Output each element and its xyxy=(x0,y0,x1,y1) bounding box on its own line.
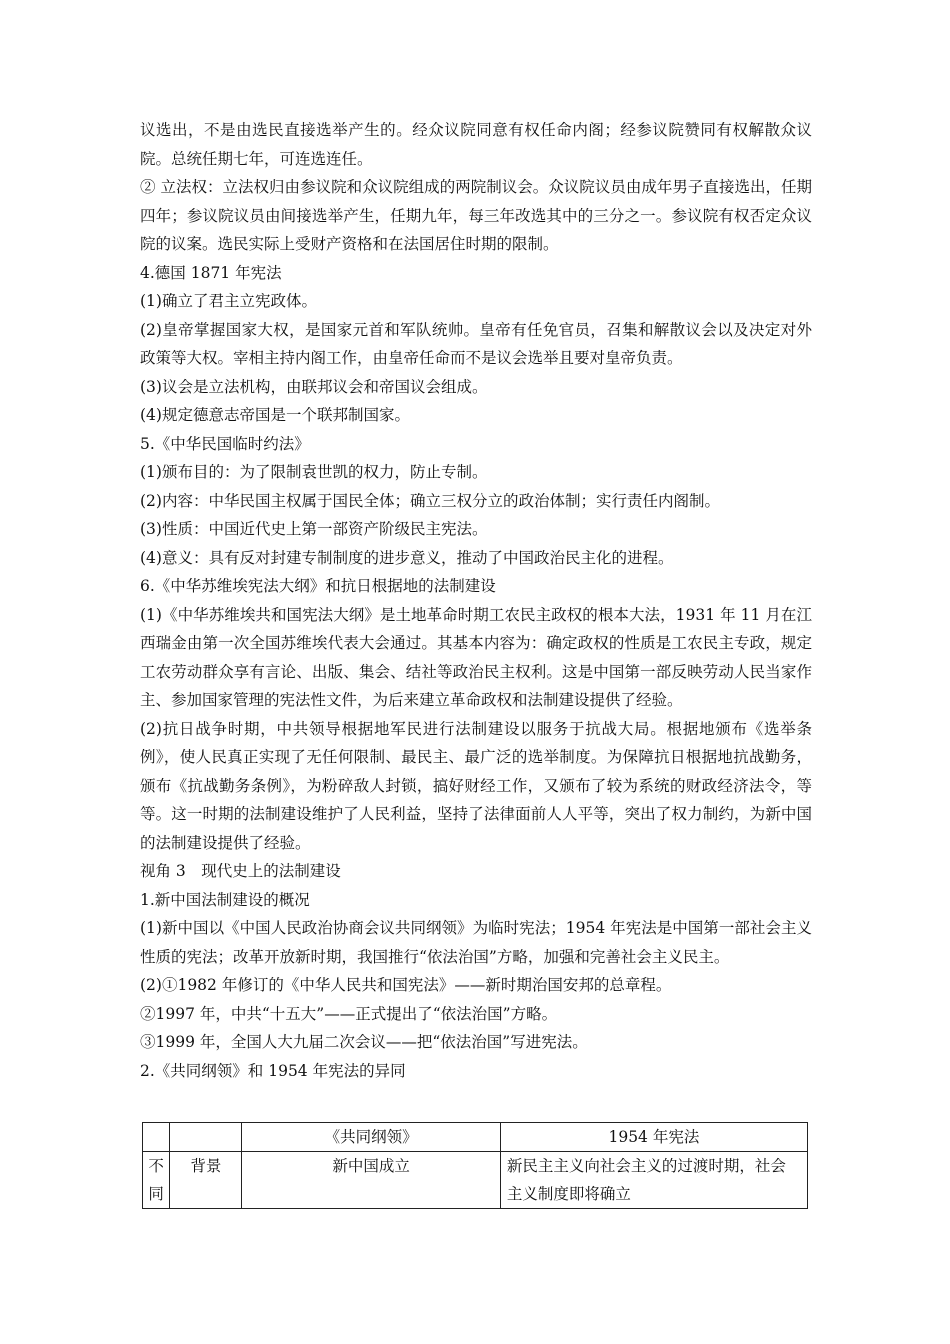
paragraph: (4)意义：具有反对封建专制制度的进步意义，推动了中国政治民主化的进程。 xyxy=(140,548,674,567)
paragraph: (2)①1982 年修订的《中华人民共和国宪法》——新时期治国安邦的总章程。 xyxy=(140,976,672,994)
paragraph: ② 立法权：立法权归由参议院和众议院组成的两院制议会。众议院议员由成年男子直接选出，任期四年；参议院议员由间接选举产生，任期九年，每三年改选其中的三分之一。参议院有权否定众议院的议案。选民实际上受财产资格和在法国居住时期的限制。 xyxy=(140,178,812,253)
paragraph: (2)内容：中华民国主权属于国民全体；确立三权分立的政治体制；实行责任内阁制。 xyxy=(140,491,720,510)
paragraph: (3)议会是立法机构，由联邦议会和帝国议会组成。 xyxy=(140,377,488,396)
header-cell xyxy=(170,1123,242,1152)
header-cell xyxy=(143,1123,170,1152)
paragraph: (2)皇帝掌握国家大权，是国家元首和军队统帅。皇帝有任免官员，召集和解散议会以及决定对外政策等大权。宰相主持内阁工作，由皇帝任命而不是议会选举且要对皇帝负责。 xyxy=(140,320,812,367)
paragraph: ③1999 年，全国人大九届二次会议——把“依法治国”写进宪法。 xyxy=(140,1033,588,1051)
comparison-table xyxy=(142,1122,808,1209)
paragraph: (2)抗日战争时期，中共领导根据地军民进行法制建设以服务于抗战大局。根据地颁布《选举条例》，使人民真正实现了无任何限制、最民主、最广泛的选举制度。为保障抗日根据地抗战勤务，颁布《抗战勤务条例》，为粉碎敌人封锁，搞好财经工作，又颁布了较为系统的财政经济法令，等等。这一时期的法制建设维护了人民利益，坚持了法律面前人人平等，突出了权力制约，为新中国的法制建设提供了经验。 xyxy=(140,719,812,852)
table-cell: 新中国成立 xyxy=(242,1152,500,1209)
section-heading: 1.新中国法制建设的概况 xyxy=(140,890,310,909)
paragraph: 议选出，不是由选民直接选举产生的。经众议院同意有权任命内阁；经参议院赞同有权解散众议院。总统任期七年，可连选连任。 xyxy=(140,121,812,168)
document-body xyxy=(140,116,812,1085)
row-group-cell: 不同 xyxy=(143,1152,170,1209)
table-cell: 新民主主义向社会主义的过渡时期，社会主义制度即将确立 xyxy=(500,1152,807,1209)
paragraph: (1)新中国以《中国人民政治协商会议共同纲领》为临时宪法；1954 年宪法是中国第一部社会主义性质的宪法；改革开放新时期，我国推行“依法治国”方略，加强和完善社会主义民主。 xyxy=(140,919,812,966)
paragraph: (1)确立了君主立宪政体。 xyxy=(140,292,317,310)
paragraph: ②1997 年，中共“十五大”——正式提出了“依法治国”方略。 xyxy=(140,1004,558,1023)
header-cell: 《共同纲领》 xyxy=(242,1123,500,1152)
section-heading: 6.《中华苏维埃宪法大纲》和抗日根据地的法制建设 xyxy=(140,577,496,595)
row-label-cell: 背景 xyxy=(170,1152,242,1209)
paragraph: (3)性质：中国近代史上第一部资产阶级民主宪法。 xyxy=(140,520,488,538)
section-heading: 2.《共同纲领》和 1954 年宪法的异同 xyxy=(140,1061,406,1080)
table-header-row xyxy=(143,1123,808,1152)
section-heading: 视角 3 现代史上的法制建设 xyxy=(140,862,341,880)
paragraph: (1)《中华苏维埃共和国宪法大纲》是土地革命时期工农民主政权的根本大法，1931 年 11 月在江西瑞金由第一次全国苏维埃代表大会通过。其基本内容为：确定政权的性质是工农民主专政，规定工农劳动群众享有言论、出版、集会、结社等政治民主权利。这是中国第一部反映劳动人民当家作主、参加国家管理的宪法性文件，为后来建立革命政权和法制建设提供了经验。 xyxy=(140,605,812,709)
section-heading: 4.德国 1871 年宪法 xyxy=(140,263,282,282)
header-cell: 1954 年宪法 xyxy=(500,1123,807,1152)
paragraph: (4)规定德意志帝国是一个联邦制国家。 xyxy=(140,406,410,424)
paragraph: (1)颁布目的：为了限制袁世凯的权力，防止专制。 xyxy=(140,463,488,481)
table-row xyxy=(143,1152,808,1209)
section-heading: 5.《中华民国临时约法》 xyxy=(140,434,310,453)
